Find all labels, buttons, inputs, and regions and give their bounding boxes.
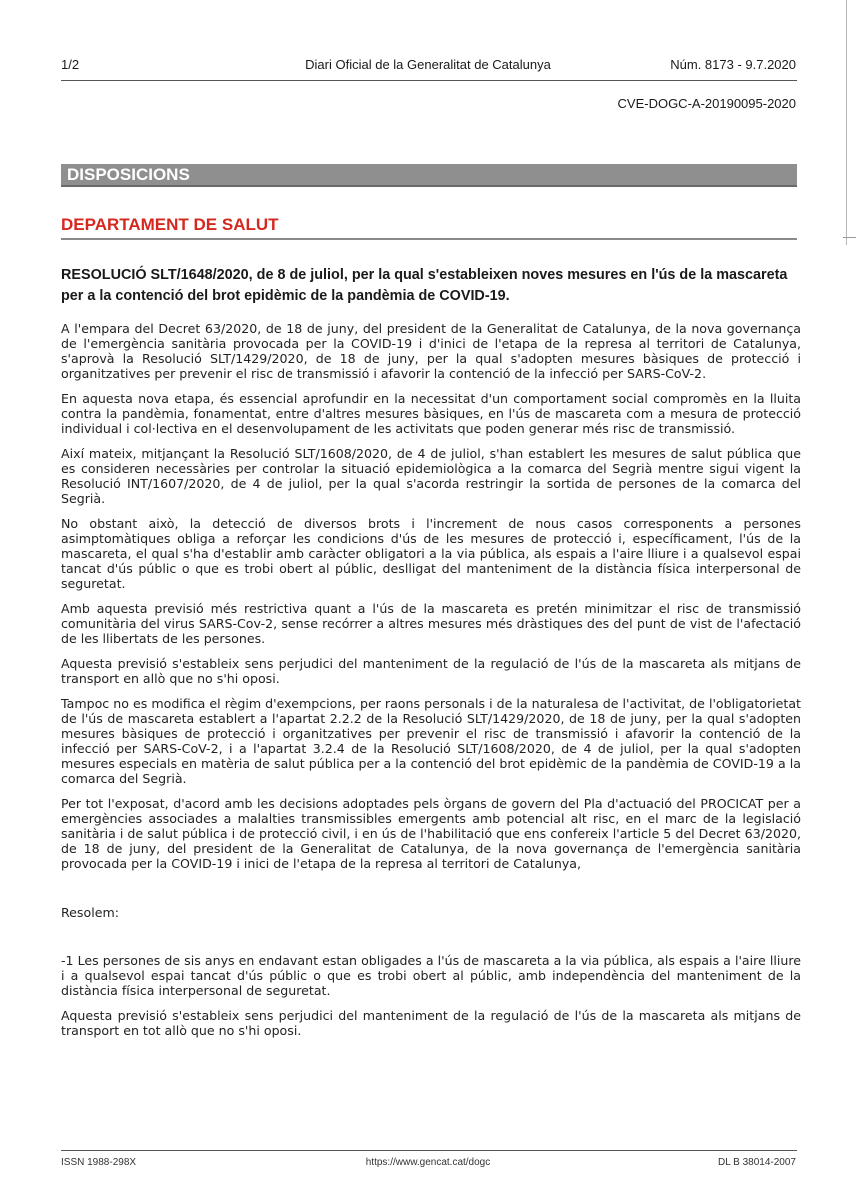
resolem-heading: Resolem:	[61, 905, 119, 920]
paragraph: Així mateix, mitjançant la Resolució SLT/1608/2020, de 4 de juliol, s'han establert les mesures de salut pública que es consideren necessàries per controlar la situació epidemiològica a la comarca del Segrià mentre sigui vigent la Resolució INT/1607/2020, de 4 de juliol, per la qual s'acorda restringir la sortida de persones de la comarca del Segrià.	[61, 446, 801, 506]
resolution-item: -1 Les persones de sis anys en endavant estan obligades a l'ús de mascareta a la via pública, als espais a l'aire lliure i a qualsevol espai tancat d'ús públic o que es trobi obert al públic, amb independència del manteniment de la distància física interpersonal de seguretat.	[61, 953, 801, 998]
footer-legal-deposit: DL B 38014-2007	[717, 1157, 796, 1168]
paragraph: En aquesta nova etapa, és essencial aprofundir en la necessitat d'un comportament social compromès en la lluita contra la pandèmia, fonamentat, entre d'altres mesures bàsiques, en l'ús de mascareta com a mesura de protecció individual i col·lectiva en el desenvolupament de les activitats que poden generar més risc de transmissió.	[61, 391, 801, 436]
publication-name: Diari Oficial de la Generalitat de Catalunya	[305, 57, 551, 72]
page-edge-line	[846, 0, 847, 245]
resolution-title: RESOLUCIÓ SLT/1648/2020, de 8 de juliol, per la qual s'estableixen noves mesures en l'ús de la mascareta per a la contenció del brot epidèmic de la pandèmia de COVID-19.	[61, 267, 788, 304]
footer-issn: ISSN 1988-298X	[61, 1157, 137, 1168]
section-title: DISPOSICIONS	[67, 165, 190, 184]
paragraph: Aquesta previsió s'estableix sens perjudici del manteniment de la regulació de l'ús de la mascareta als mitjans de transport en allò que no s'hi oposi.	[61, 656, 801, 686]
footer-url[interactable]: https://www.gencat.cat/dogc	[365, 1157, 491, 1168]
page-number: 1/2	[61, 57, 80, 72]
resolution-item: Aquesta previsió s'estableix sens perjudici del manteniment de la regulació de l'ús de la mascareta als mitjans de transport en tot allò que no s'hi oposi.	[61, 1008, 801, 1038]
paragraph: Tampoc no es modifica el règim d'exempcions, per raons personals i de la naturalesa de l'activitat, de l'obligatorietat de l'ús de mascareta establert a l'apartat 2.2.2 de la Resolució SLT/1429/2020, de 18 de juny, per la qual s'adopten mesures bàsiques de protecció i organitzatives per prevenir el risc de transmissió i afavorir la contenció de la infecció per SARS-CoV-2, i a l'apartat 3.2.4 de la Resolució SLT/1608/2020, de 4 de juliol, per la qual s'adopten mesures especials en matèria de salut pública per a la contenció del brot epidèmic de la pandèmia de COVID-19 a la comarca del Segrià.	[61, 696, 801, 786]
page-edge-tick	[843, 237, 856, 238]
paragraph: No obstant això, la detecció de diversos brots i l'increment de nous casos corresponents a persones asimptomàtiques obliga a reforçar les condicions d'ús de les mesures de protecció i, específicament, l'ús de la mascareta, el qual s'ha d'establir amb caràcter obligatori a la via pública, als espais a l'aire lliure i a qualsevol espai tancat d'ús públic o que es trobi obert al públic, deslligat del manteniment de la distància física interpersonal de seguretat.	[61, 516, 801, 591]
paragraph: A l'empara del Decret 63/2020, de 18 de juny, del president de la Generalitat de Catalunya, de la nova governança de l'emergència sanitària provocada per la COVID-19 i d'inici de l'etapa de la represa al territori de Catalunya, s'aprovà la Resolució SLT/1429/2020, de 18 de juny, per la qual s'adopten mesures bàsiques de protecció i organitzatives per prevenir el risc de transmissió i afavorir la contenció de la infecció per SARS-CoV-2.	[61, 321, 801, 381]
cve-code: CVE-DOGC-A-20190095-2020	[617, 96, 796, 111]
footer-rule	[61, 1150, 797, 1151]
header-rule	[61, 80, 797, 81]
document-body	[61, 321, 801, 1048]
section-bar	[61, 164, 797, 187]
paragraph: Amb aquesta previsió més restrictiva quant a l'ús de la mascareta es pretén minimitzar el risc de transmissió comunitària del virus SARS-Cov-2, sense recórrer a altres mesures més dràstiques des del punt de vist de l'afectació de les llibertats de les persones.	[61, 601, 801, 646]
issue-number: Núm. 8173 - 9.7.2020	[670, 57, 796, 72]
department-rule	[61, 238, 797, 240]
department-title: DEPARTAMENT DE SALUT	[61, 215, 279, 234]
paragraph: Per tot l'exposat, d'acord amb les decisions adoptades pels òrgans de govern del Pla d'actuació del PROCICAT per a emergències associades a malalties transmissibles emergents amb potencial alt risc, en el marc de la legislació sanitària i de salut pública i de protecció civil, i en ús de l'habilitació que ens confereix l'article 5 del Decret 63/2020, de 18 de juny, del president de la Generalitat de Catalunya, de la nova governança de l'emergència sanitària provocada per la COVID-19 i inici de l'etapa de la represa al territori de Catalunya,	[61, 796, 801, 871]
